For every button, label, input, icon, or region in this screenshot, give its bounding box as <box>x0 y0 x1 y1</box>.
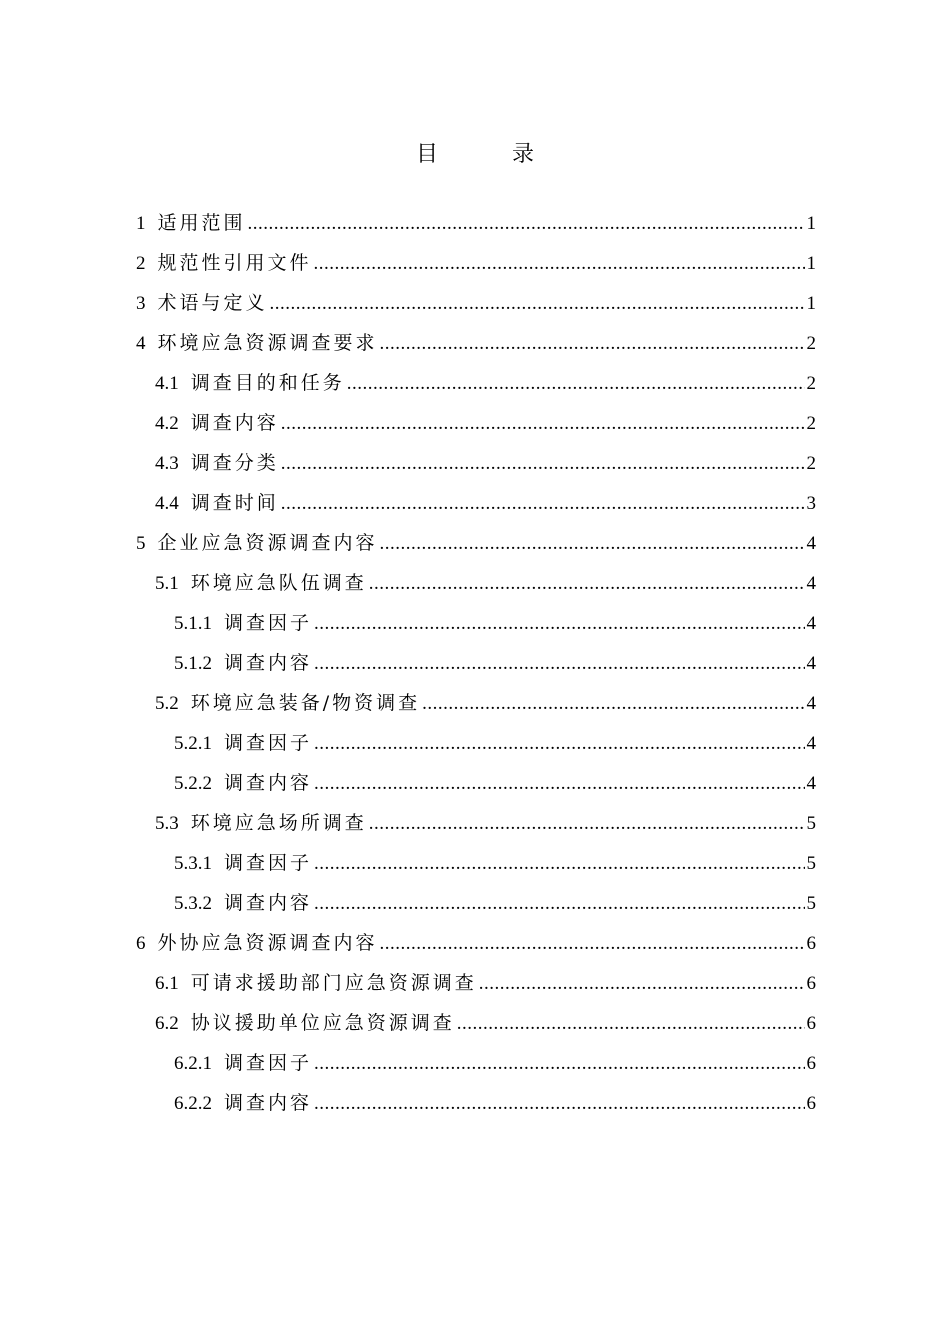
toc-dot-leader <box>248 204 805 244</box>
toc-entry-number: 5 <box>136 533 146 554</box>
toc-entry-title: 环境应急队伍调查 <box>190 572 367 594</box>
toc-entry-number: 5.2.1 <box>174 733 212 754</box>
toc-dot-leader <box>369 564 805 604</box>
toc-entry[interactable] <box>136 563 816 603</box>
toc-dot-leader <box>314 844 804 884</box>
toc-entry-number: 6.2.1 <box>174 1053 212 1074</box>
toc-entry-title: 环境应急装备/物资调查 <box>190 692 421 714</box>
toc-entry[interactable] <box>136 723 816 763</box>
toc-entry[interactable] <box>136 923 816 963</box>
toc-entry-number: 6.2 <box>155 1013 179 1034</box>
toc-dot-leader <box>314 724 804 764</box>
toc-heading-text: 目 录 <box>415 142 560 167</box>
toc-entry-title: 调查时间 <box>190 492 279 514</box>
toc-entry-number: 4.1 <box>155 373 179 394</box>
toc-entry[interactable] <box>136 883 816 923</box>
toc-entry-page-number: 6 <box>806 1053 816 1074</box>
toc-entry[interactable] <box>136 523 816 563</box>
toc-entry-page-number: 6 <box>806 1093 816 1114</box>
toc-entry-page-number: 1 <box>806 213 816 234</box>
toc-entry-page-number: 5 <box>806 893 816 914</box>
toc-entry-page-number: 1 <box>806 253 816 274</box>
toc-entry-number: 5.1.2 <box>174 653 212 674</box>
toc-dot-leader <box>281 444 805 484</box>
toc-dot-leader <box>281 484 805 524</box>
toc-entry-number: 3 <box>136 293 146 314</box>
toc-entry-page-number: 5 <box>806 813 816 834</box>
toc-entry[interactable] <box>136 483 816 523</box>
toc-entry-title: 调查内容 <box>224 892 313 914</box>
table-of-contents <box>136 203 816 1123</box>
toc-entry[interactable] <box>136 963 816 1003</box>
toc-dot-leader <box>314 884 804 924</box>
toc-heading <box>0 140 950 170</box>
toc-entry-title: 外协应急资源调查内容 <box>157 932 378 954</box>
toc-entry-title: 协议援助单位应急资源调查 <box>190 1012 455 1034</box>
toc-dot-leader <box>281 404 805 444</box>
toc-dot-leader <box>314 604 804 644</box>
toc-entry[interactable] <box>136 1083 816 1123</box>
toc-entry-number: 5.3 <box>155 813 179 834</box>
toc-entry-page-number: 5 <box>806 853 816 874</box>
toc-entry-number: 4 <box>136 333 146 354</box>
toc-entry[interactable] <box>136 243 816 283</box>
toc-entry-number: 5.2 <box>155 693 179 714</box>
toc-entry[interactable] <box>136 1043 816 1083</box>
toc-entry[interactable] <box>136 203 816 243</box>
toc-dot-leader <box>270 284 805 324</box>
toc-entry-page-number: 6 <box>806 973 816 994</box>
toc-entry-page-number: 2 <box>806 453 816 474</box>
toc-dot-leader <box>369 804 805 844</box>
toc-dot-leader <box>314 644 804 684</box>
toc-entry-page-number: 4 <box>806 693 816 714</box>
toc-entry[interactable] <box>136 643 816 683</box>
toc-entry-title: 调查因子 <box>224 732 313 754</box>
toc-entry[interactable] <box>136 843 816 883</box>
toc-dot-leader <box>314 764 804 804</box>
toc-dot-leader <box>479 964 805 1004</box>
toc-entry[interactable] <box>136 363 816 403</box>
toc-entry-page-number: 2 <box>806 373 816 394</box>
toc-entry-number: 1 <box>136 213 146 234</box>
toc-entry[interactable] <box>136 403 816 443</box>
toc-entry-title: 调查因子 <box>224 1052 313 1074</box>
toc-entry-title: 适用范围 <box>157 212 246 234</box>
toc-entry-page-number: 1 <box>806 293 816 314</box>
toc-entry[interactable] <box>136 683 816 723</box>
toc-entry-page-number: 6 <box>806 1013 816 1034</box>
toc-entry-page-number: 4 <box>806 733 816 754</box>
toc-entry-page-number: 4 <box>806 653 816 674</box>
toc-dot-leader <box>314 244 805 284</box>
toc-dot-leader <box>347 364 805 404</box>
toc-entry-page-number: 6 <box>806 933 816 954</box>
toc-entry-number: 5.3.2 <box>174 893 212 914</box>
toc-entry[interactable] <box>136 1003 816 1043</box>
toc-entry[interactable] <box>136 803 816 843</box>
toc-dot-leader <box>314 1084 804 1124</box>
toc-entry-number: 6 <box>136 933 146 954</box>
toc-entry-number: 2 <box>136 253 146 274</box>
toc-entry-number: 5.1 <box>155 573 179 594</box>
toc-entry-number: 4.4 <box>155 493 179 514</box>
toc-entry-title: 规范性引用文件 <box>157 252 312 274</box>
toc-dot-leader <box>380 524 805 564</box>
toc-entry-page-number: 4 <box>806 613 816 634</box>
toc-entry-title: 调查因子 <box>224 612 313 634</box>
toc-entry-title: 可请求援助部门应急资源调查 <box>190 972 477 994</box>
toc-entry[interactable] <box>136 323 816 363</box>
toc-entry-title: 环境应急场所调查 <box>190 812 367 834</box>
toc-entry-number: 4.3 <box>155 453 179 474</box>
toc-entry-number: 5.2.2 <box>174 773 212 794</box>
toc-entry-number: 4.2 <box>155 413 179 434</box>
toc-entry[interactable] <box>136 763 816 803</box>
toc-entry[interactable] <box>136 283 816 323</box>
toc-entry-title: 调查分类 <box>190 452 279 474</box>
toc-entry-page-number: 4 <box>806 573 816 594</box>
toc-dot-leader <box>457 1004 805 1044</box>
toc-entry[interactable] <box>136 443 816 483</box>
toc-entry-number: 6.1 <box>155 973 179 994</box>
toc-entry-title: 调查内容 <box>224 652 313 674</box>
toc-entry-page-number: 2 <box>806 413 816 434</box>
toc-entry-title: 术语与定义 <box>157 292 268 314</box>
toc-entry-title: 调查内容 <box>224 1092 313 1114</box>
toc-entry-number: 6.2.2 <box>174 1093 212 1114</box>
toc-entry[interactable] <box>136 603 816 643</box>
toc-dot-leader <box>314 1044 804 1084</box>
toc-entry-title: 调查内容 <box>224 772 313 794</box>
toc-dot-leader <box>380 924 805 964</box>
toc-entry-number: 5.3.1 <box>174 853 212 874</box>
toc-entry-page-number: 4 <box>806 533 816 554</box>
toc-entry-page-number: 3 <box>806 493 816 514</box>
toc-entry-page-number: 2 <box>806 333 816 354</box>
toc-entry-title: 调查因子 <box>224 852 313 874</box>
toc-entry-number: 5.1.1 <box>174 613 212 634</box>
toc-entry-page-number: 4 <box>806 773 816 794</box>
toc-entry-title: 调查内容 <box>190 412 279 434</box>
toc-entry-title: 企业应急资源调查内容 <box>157 532 378 554</box>
toc-entry-title: 环境应急资源调查要求 <box>157 332 378 354</box>
toc-entry-title: 调查目的和任务 <box>190 372 345 394</box>
toc-dot-leader <box>380 324 805 364</box>
toc-dot-leader <box>422 684 804 724</box>
